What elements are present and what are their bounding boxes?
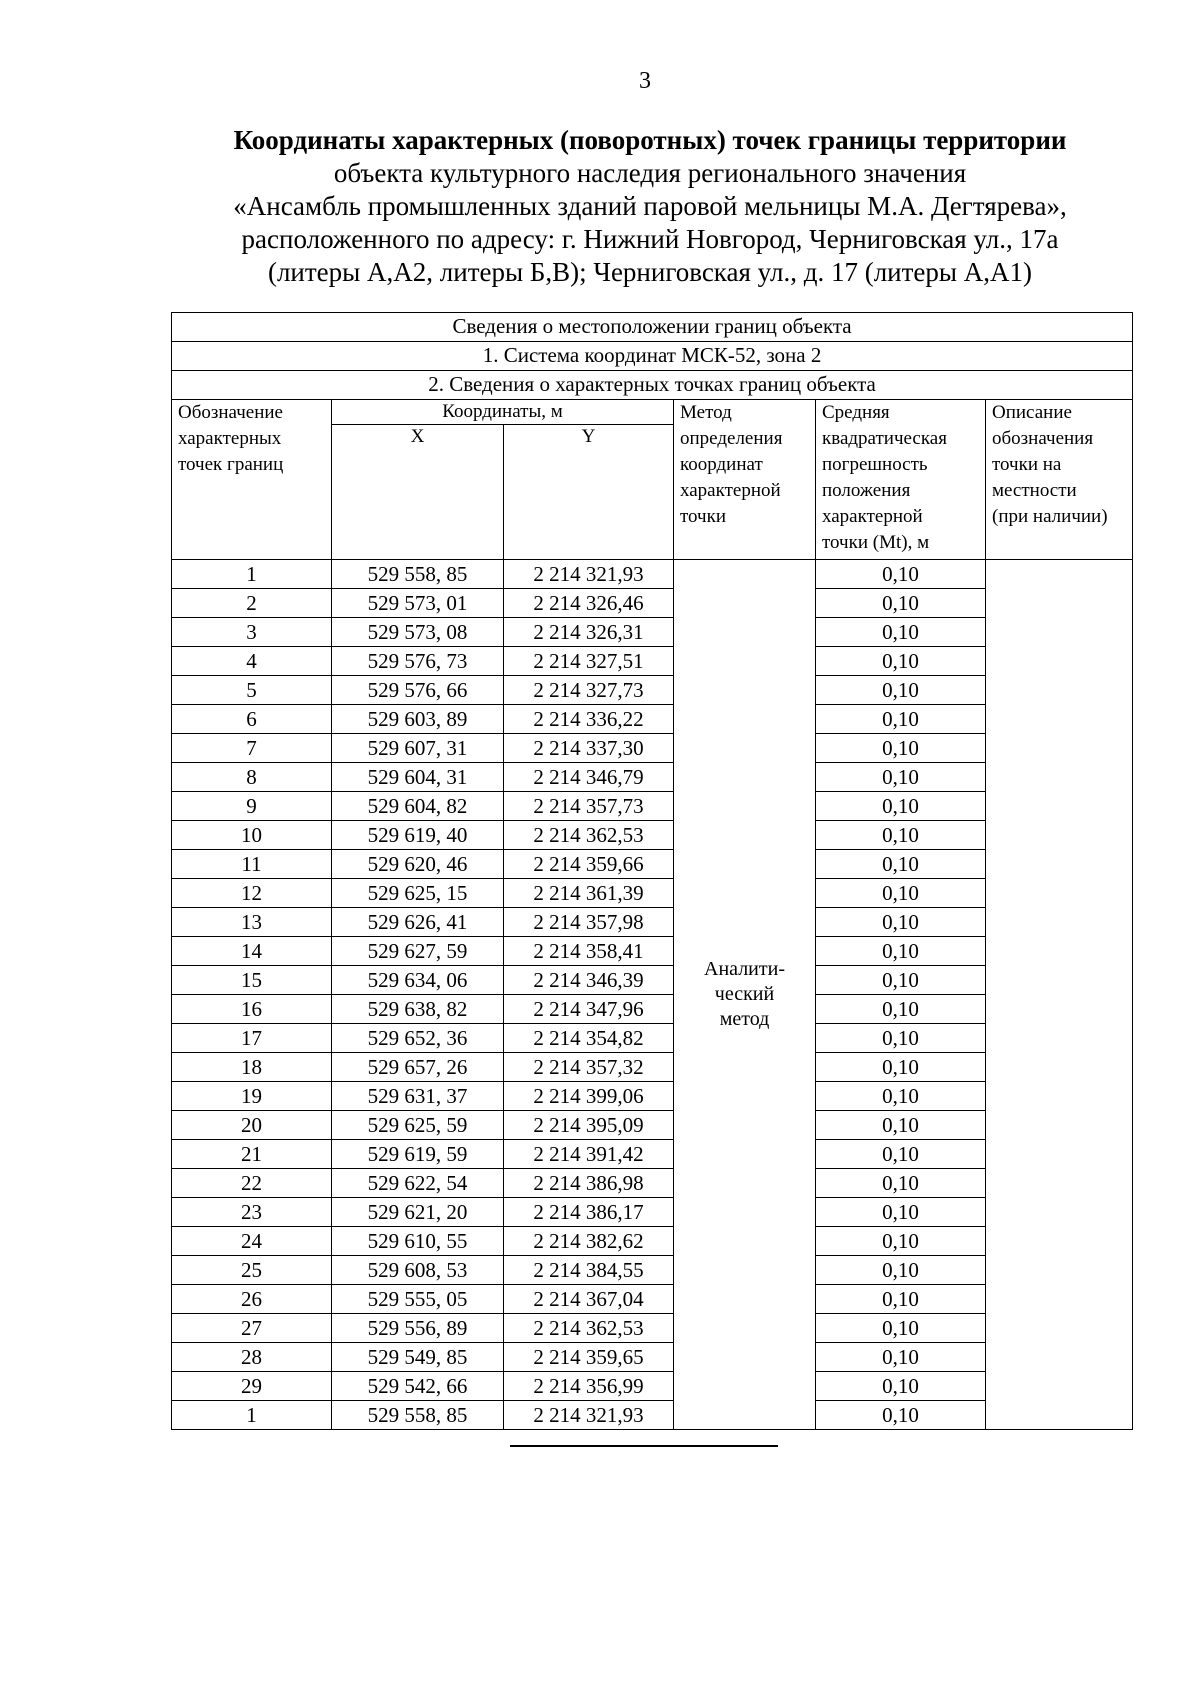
method-value-line: Аналити-	[704, 958, 785, 980]
header-error	[816, 400, 986, 560]
point-number: 26	[172, 1285, 332, 1314]
header-error-line: точки (Mt), м	[822, 532, 930, 553]
point-number: 21	[172, 1140, 332, 1169]
point-x: 529 619, 59	[332, 1140, 504, 1169]
point-x: 529 603, 89	[332, 705, 504, 734]
point-error: 0,10	[816, 879, 986, 908]
point-y: 2 214 391,42	[504, 1140, 674, 1169]
point-error: 0,10	[816, 1285, 986, 1314]
point-x: 529 610, 55	[332, 1227, 504, 1256]
point-error: 0,10	[816, 1111, 986, 1140]
method-value	[674, 560, 816, 1430]
point-error: 0,10	[816, 705, 986, 734]
point-x: 529 604, 31	[332, 763, 504, 792]
point-error: 0,10	[816, 995, 986, 1024]
point-number: 1	[172, 1401, 332, 1430]
point-number: 22	[172, 1169, 332, 1198]
header-x: X	[332, 425, 504, 560]
header-designation-line: характерных	[178, 428, 282, 449]
point-y: 2 214 362,53	[504, 821, 674, 850]
point-number: 29	[172, 1372, 332, 1401]
points-body	[172, 560, 1133, 1430]
point-x: 529 604, 82	[332, 792, 504, 821]
header-line-2: объекта культурного наследия регионального значения	[333, 158, 967, 188]
header-row-1	[172, 400, 1133, 425]
header-coordinates: Координаты, м	[332, 400, 674, 425]
point-x: 529 638, 82	[332, 995, 504, 1024]
point-x: 529 627, 59	[332, 937, 504, 966]
point-x: 529 634, 06	[332, 966, 504, 995]
point-error: 0,10	[816, 589, 986, 618]
header-error-line: погрешность	[822, 454, 928, 475]
header-description-line: точки на	[992, 454, 1062, 475]
point-error: 0,10	[816, 1256, 986, 1285]
point-y: 2 214 354,82	[504, 1024, 674, 1053]
header-method	[674, 400, 816, 560]
point-x: 529 625, 15	[332, 879, 504, 908]
header-line-3: «Ансамбль промышленных зданий паровой мельницы М.А. Дегтярева»,	[233, 191, 1067, 221]
point-x: 529 542, 66	[332, 1372, 504, 1401]
point-number: 4	[172, 647, 332, 676]
description-value	[986, 560, 1133, 1430]
point-y: 2 214 362,53	[504, 1314, 674, 1343]
point-error: 0,10	[816, 1198, 986, 1227]
point-y: 2 214 357,98	[504, 908, 674, 937]
point-number: 28	[172, 1343, 332, 1372]
footer-rule	[510, 1445, 778, 1447]
point-number: 11	[172, 850, 332, 879]
point-error: 0,10	[816, 560, 986, 589]
header-error-line: квадратическая	[822, 428, 947, 449]
header-error-line: положения	[822, 480, 911, 501]
point-number: 1	[172, 560, 332, 589]
header-designation-line: точек границ	[178, 454, 284, 475]
point-error: 0,10	[816, 1169, 986, 1198]
point-number: 19	[172, 1082, 332, 1111]
point-y: 2 214 346,79	[504, 763, 674, 792]
header-designation-line: Обозначение	[178, 402, 283, 423]
header-description-line: местности	[992, 480, 1077, 501]
point-y: 2 214 337,30	[504, 734, 674, 763]
point-number: 27	[172, 1314, 332, 1343]
point-number: 10	[172, 821, 332, 850]
point-error: 0,10	[816, 647, 986, 676]
header-description-line: обозначения	[992, 428, 1094, 449]
point-y: 2 214 327,73	[504, 676, 674, 705]
point-y: 2 214 336,22	[504, 705, 674, 734]
point-x: 529 555, 05	[332, 1285, 504, 1314]
point-number: 12	[172, 879, 332, 908]
point-error: 0,10	[816, 763, 986, 792]
point-y: 2 214 326,31	[504, 618, 674, 647]
coordinates-table	[171, 312, 1133, 1430]
document-header	[100, 124, 1200, 289]
point-x: 529 573, 08	[332, 618, 504, 647]
header-method-line: определения	[680, 428, 783, 449]
page-number: 3	[639, 68, 651, 94]
point-y: 2 214 346,39	[504, 966, 674, 995]
point-y: 2 214 321,93	[504, 560, 674, 589]
header-line-5: (литеры А,А2, литеры Б,В); Черниговская ул., д. 17 (литеры А,А1)	[267, 257, 1033, 287]
header-title: Координаты характерных (поворотных) точек границы территории	[233, 125, 1067, 155]
point-y: 2 214 367,04	[504, 1285, 674, 1314]
point-x: 529 549, 85	[332, 1343, 504, 1372]
point-error: 0,10	[816, 1140, 986, 1169]
point-y: 2 214 399,06	[504, 1082, 674, 1111]
point-x: 529 619, 40	[332, 821, 504, 850]
point-y: 2 214 395,09	[504, 1111, 674, 1140]
point-y: 2 214 321,93	[504, 1401, 674, 1430]
point-y: 2 214 357,73	[504, 792, 674, 821]
point-x: 529 558, 85	[332, 560, 504, 589]
point-y: 2 214 347,96	[504, 995, 674, 1024]
point-number: 13	[172, 908, 332, 937]
section-row-coord-system	[172, 342, 1133, 371]
point-x: 529 573, 01	[332, 589, 504, 618]
point-error: 0,10	[816, 937, 986, 966]
point-number: 9	[172, 792, 332, 821]
table-row	[172, 560, 1133, 589]
point-x: 529 631, 37	[332, 1082, 504, 1111]
point-y: 2 214 386,17	[504, 1198, 674, 1227]
point-x: 529 558, 85	[332, 1401, 504, 1430]
point-x: 529 576, 73	[332, 647, 504, 676]
point-number: 25	[172, 1256, 332, 1285]
section-row-points	[172, 371, 1133, 400]
header-method-line: Метод	[680, 402, 732, 423]
point-number: 8	[172, 763, 332, 792]
point-error: 0,10	[816, 1053, 986, 1082]
point-error: 0,10	[816, 1024, 986, 1053]
method-value-line: метод	[719, 1008, 770, 1030]
point-number: 23	[172, 1198, 332, 1227]
point-number: 14	[172, 937, 332, 966]
point-number: 18	[172, 1053, 332, 1082]
point-x: 529 657, 26	[332, 1053, 504, 1082]
section-coord-system-title: 1. Система координат МСК-52, зона 2	[172, 342, 1133, 371]
point-y: 2 214 359,66	[504, 850, 674, 879]
point-number: 20	[172, 1111, 332, 1140]
header-method-line: характерной	[680, 480, 781, 501]
point-y: 2 214 382,62	[504, 1227, 674, 1256]
header-error-line: Средняя	[822, 402, 890, 423]
point-error: 0,10	[816, 618, 986, 647]
point-y: 2 214 359,65	[504, 1343, 674, 1372]
point-x: 529 621, 20	[332, 1198, 504, 1227]
point-error: 0,10	[816, 821, 986, 850]
point-x: 529 607, 31	[332, 734, 504, 763]
point-number: 15	[172, 966, 332, 995]
point-number: 2	[172, 589, 332, 618]
point-error: 0,10	[816, 1401, 986, 1430]
header-method-line: точки	[680, 506, 727, 527]
point-x: 529 620, 46	[332, 850, 504, 879]
section-row-location	[172, 313, 1133, 342]
point-y: 2 214 386,98	[504, 1169, 674, 1198]
point-error: 0,10	[816, 676, 986, 705]
point-number: 5	[172, 676, 332, 705]
point-error: 0,10	[816, 734, 986, 763]
point-number: 24	[172, 1227, 332, 1256]
method-value-line: ческий	[714, 983, 775, 1005]
point-y: 2 214 361,39	[504, 879, 674, 908]
section-points-title: 2. Сведения о характерных точках границ объекта	[172, 371, 1133, 400]
header-error-line: характерной	[822, 506, 923, 527]
header-description-line: Описание	[992, 402, 1072, 423]
point-x: 529 622, 54	[332, 1169, 504, 1198]
point-number: 7	[172, 734, 332, 763]
point-y: 2 214 326,46	[504, 589, 674, 618]
header-description-line: (при наличии)	[992, 506, 1108, 527]
point-x: 529 556, 89	[332, 1314, 504, 1343]
point-error: 0,10	[816, 1372, 986, 1401]
point-number: 16	[172, 995, 332, 1024]
point-number: 3	[172, 618, 332, 647]
header-designation	[172, 400, 332, 560]
point-x: 529 625, 59	[332, 1111, 504, 1140]
point-error: 0,10	[816, 792, 986, 821]
point-x: 529 652, 36	[332, 1024, 504, 1053]
point-error: 0,10	[816, 908, 986, 937]
point-y: 2 214 358,41	[504, 937, 674, 966]
point-y: 2 214 357,32	[504, 1053, 674, 1082]
header-method-line: координат	[680, 454, 763, 475]
point-number: 6	[172, 705, 332, 734]
header-line-4: расположенного по адресу: г. Нижний Новгород, Черниговская ул., 17а	[241, 224, 1059, 254]
point-error: 0,10	[816, 966, 986, 995]
point-error: 0,10	[816, 850, 986, 879]
header-y: Y	[504, 425, 674, 560]
point-y: 2 214 327,51	[504, 647, 674, 676]
point-error: 0,10	[816, 1082, 986, 1111]
point-y: 2 214 384,55	[504, 1256, 674, 1285]
point-number: 17	[172, 1024, 332, 1053]
header-description	[986, 400, 1133, 560]
point-error: 0,10	[816, 1227, 986, 1256]
point-y: 2 214 356,99	[504, 1372, 674, 1401]
section-location-title: Сведения о местоположении границ объекта	[172, 313, 1133, 342]
point-x: 529 576, 66	[332, 676, 504, 705]
point-error: 0,10	[816, 1343, 986, 1372]
point-error: 0,10	[816, 1314, 986, 1343]
point-x: 529 626, 41	[332, 908, 504, 937]
point-x: 529 608, 53	[332, 1256, 504, 1285]
